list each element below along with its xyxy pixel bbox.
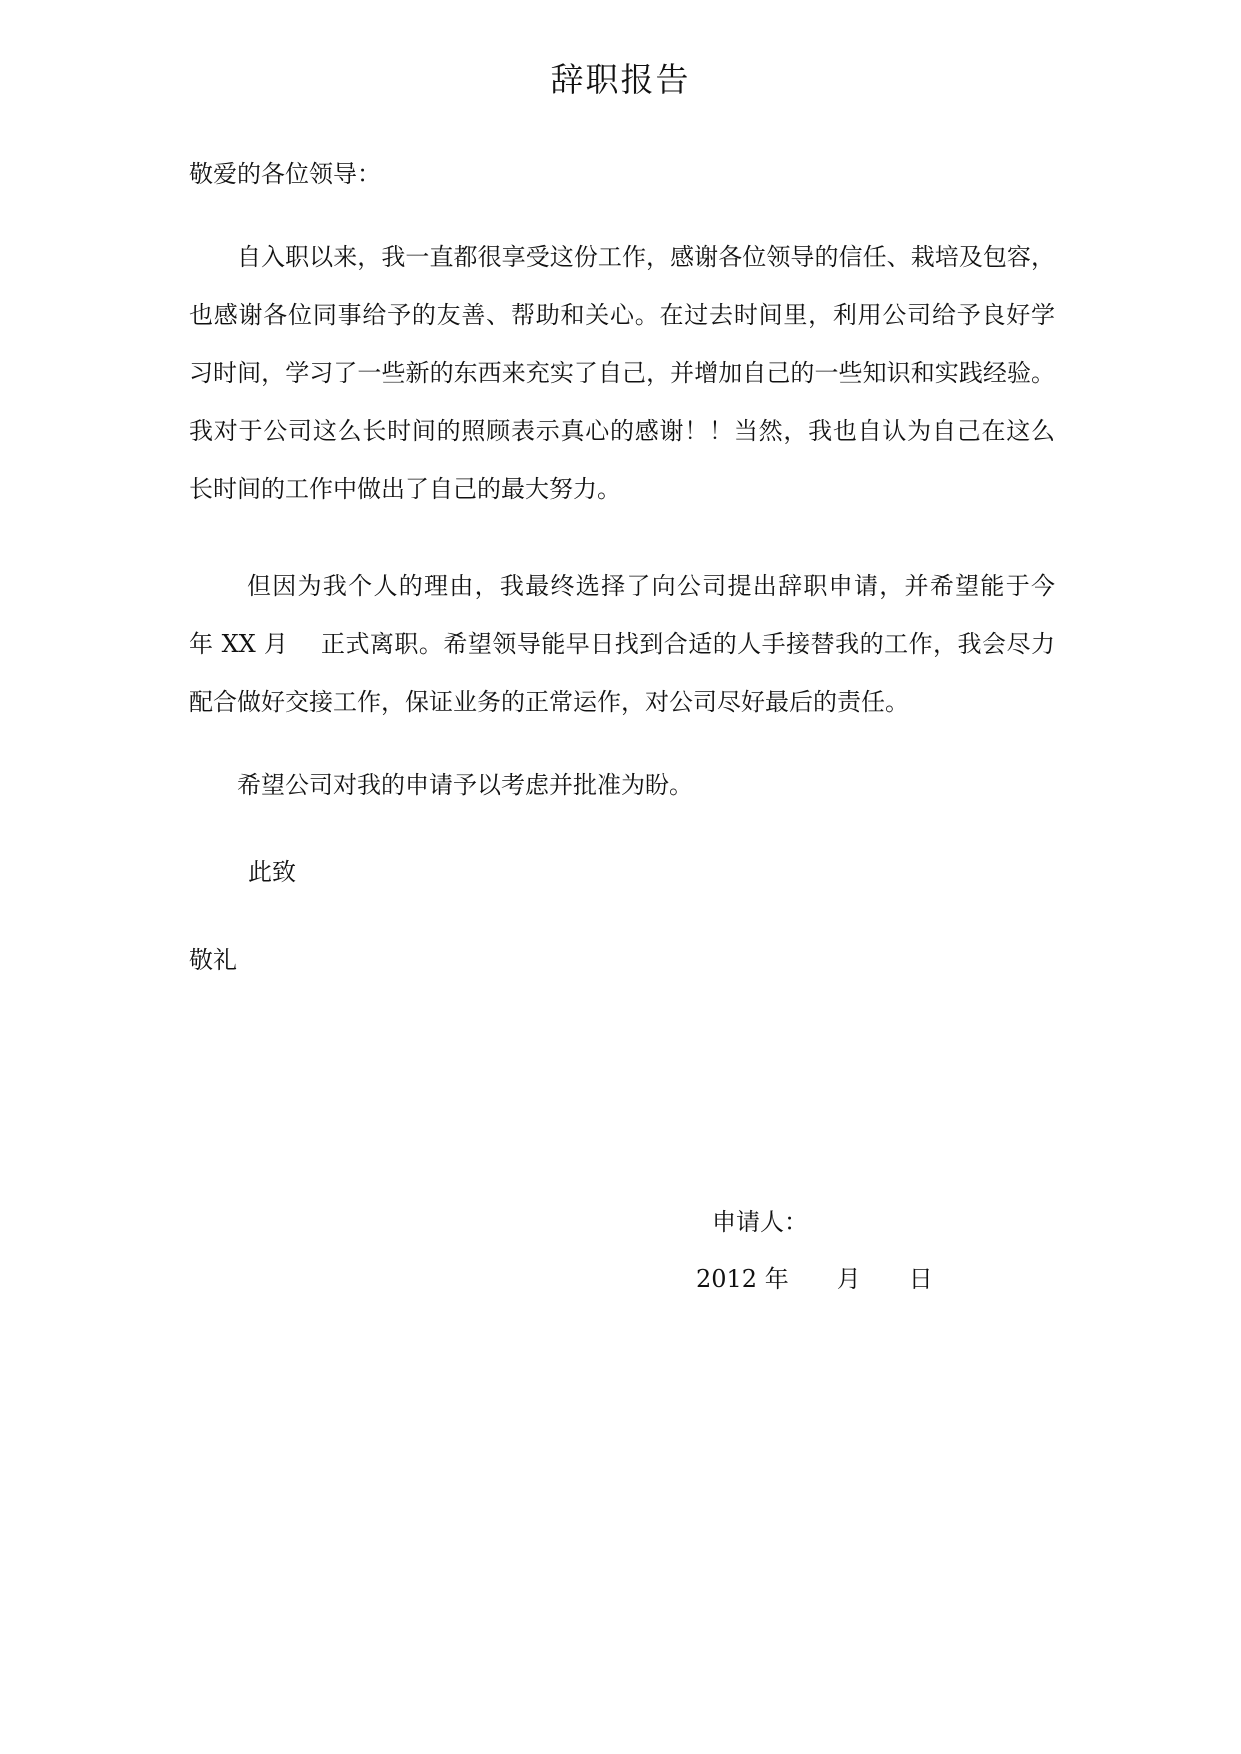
closing-greeting: 此致 [248, 858, 296, 886]
paragraph-1-line-1: 自入职以来，我一直都很享受这份工作，感谢各位领导的信任、栽培及包容， [237, 243, 1055, 271]
paragraph-3: 希望公司对我的申请予以考虑并批准为盼。 [237, 771, 693, 799]
paragraph-1-first-line-wrapper [189, 228, 1055, 286]
paragraph-1-line-3: 习时间，学习了一些新的东西来充实了自己，并增加自己的一些知识和实践经验。 [189, 359, 1055, 387]
document-title: 辞职报告 [550, 60, 691, 99]
paragraph-1-line-4: 我对于公司这么长时间的照顾表示真心的感谢！！当然，我也自认为自己在这么 [189, 417, 1055, 445]
paragraph-1-line-5: 长时间的工作中做出了自己的最大努力。 [189, 475, 621, 503]
closing-salute: 敬礼 [189, 946, 237, 974]
paragraph-2-first-line-wrapper [189, 557, 1055, 615]
paragraph-2-line-3: 配合做好交接工作，保证业务的正常运作，对公司尽好最后的责任。 [189, 688, 909, 716]
paragraph-1-line-2: 也感谢各位同事给予的友善、帮助和关心。在过去时间里，利用公司给予良好学 [189, 301, 1055, 329]
paragraph-2-line-1: 但因为我个人的理由，我最终选择了向公司提出辞职申请，并希望能于今 [247, 572, 1055, 600]
applicant-label: 申请人： [712, 1208, 808, 1236]
paragraph-2 [189, 615, 1055, 731]
paragraph-1 [189, 286, 1055, 518]
paragraph-2-line-2: 年 XX 月 正式离职。希望领导能早日找到合适的人手接替我的工作，我会尽力 [189, 630, 1055, 658]
date-line: 2012 年 月 日 [696, 1265, 933, 1293]
salutation: 敬爱的各位领导： [189, 160, 381, 188]
